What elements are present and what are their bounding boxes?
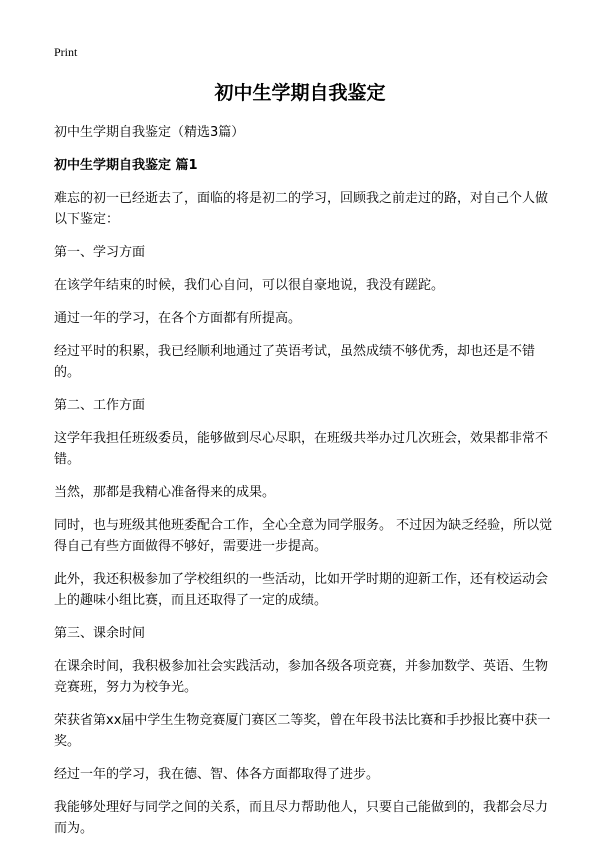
paragraph-heading: 第一、学习方面 <box>54 245 146 260</box>
section-heading: 初中生学期自我鉴定 篇1 <box>54 158 198 173</box>
document-subtitle: 初中生学期自我鉴定（精选3篇） <box>54 125 245 140</box>
paragraph: 在该学年结束的时候，我们心自问，可以很自豪地说，我没有蹉跎。 <box>54 278 445 293</box>
paragraph: 经过一年的学习，我在德、智、体各方面都取得了进步。 <box>54 767 380 782</box>
paragraph: 我能够处理好与同学之间的关系，而且尽力帮助他人，只要自己能做到的，我都会尽力而为。 <box>54 800 549 836</box>
document-title: 初中生学期自我鉴定 <box>214 82 386 104</box>
paragraph: 通过一年的学习，在各个方面都有所提高。 <box>54 311 302 326</box>
paragraph: 此外，我还积极参加了学校组织的一些活动，比如开学时期的迎新工作，还有校运动会上的趣味小组比赛，而且还取得了一定的成绩。 <box>54 572 549 608</box>
print-link[interactable]: Print <box>54 45 78 59</box>
paragraph: 难忘的初一已经逝去了，面临的将是初二的学习，回顾我之前走过的路，对自己个人做以下鉴定： <box>54 191 549 227</box>
paragraph: 在课余时间，我积极参加社会实践活动，参加各级各项竞赛，并参加数学、英语、生物竞赛班，努力为校争光。 <box>54 659 549 695</box>
document-body <box>54 122 554 851</box>
paragraph: 当然，那都是我精心准备得来的成果。 <box>54 485 276 500</box>
paragraph: 这学年我担任班级委员，能够做到尽心尽职，在班级共举办过几次班会，效果都非常不错。 <box>54 431 549 467</box>
paragraph-heading: 第二、工作方面 <box>54 398 146 413</box>
paragraph: 同时，也与班级其他班委配合工作，全心全意为同学服务。 不过因为缺乏经验，所以觉得自己有些方面做得不够好，需要进一步提高。 <box>54 518 553 554</box>
paragraph: 荣获省第xx届中学生生物竞赛厦门赛区二等奖，曾在年段书法比赛和手抄报比赛中获一奖。 <box>54 713 551 749</box>
paragraph: 经过平时的积累，我已经顺利地通过了英语考试，虽然成绩不够优秀，却也还是不错的。 <box>54 344 536 380</box>
paragraph-heading: 第三、课余时间 <box>54 626 146 641</box>
